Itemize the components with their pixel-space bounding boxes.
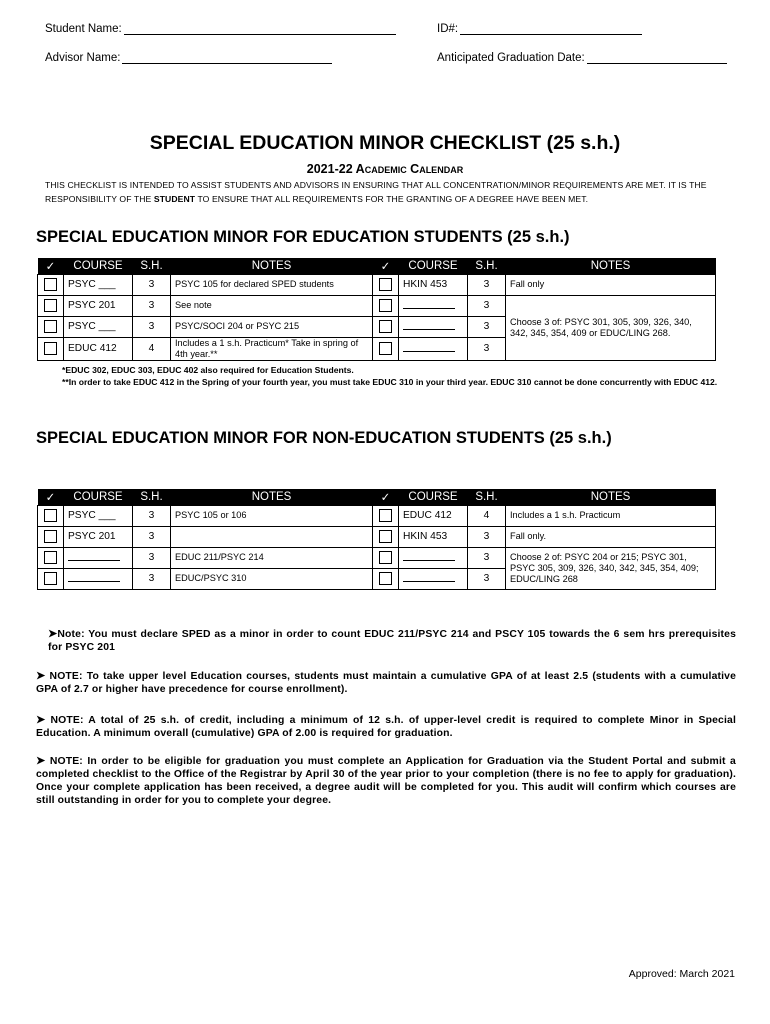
notes-column-header: NOTES [171, 489, 373, 505]
table-row [38, 547, 716, 568]
course-checkbox[interactable] [44, 530, 57, 543]
course-checkbox[interactable] [379, 278, 392, 291]
course-checkbox[interactable] [379, 551, 392, 564]
intro-text: THIS CHECKLIST IS INTENDED TO ASSIST STUDENTS AND ADVISORS IN ENSURING THAT ALL CONCENTRATION/MINOR REQUIREMENTS ARE MET. IT IS THE RESPONSIBILITY OF THE STUDENT TO ENSURE THAT ALL REQUIREMENTS FOR THE GRANTING OF A DEGREE HAVE BEEN MET. [45, 180, 707, 204]
footnote-education-1: *EDUC 302, EDUC 303, EDUC 402 also required for Education Students. [62, 365, 354, 375]
course-blank-cell[interactable] [399, 547, 468, 568]
sh-cell: 3 [468, 547, 506, 568]
course-checkbox[interactable] [379, 299, 392, 312]
course-blank-cell[interactable] [64, 568, 133, 589]
course-checkbox[interactable] [44, 342, 57, 355]
note-gpa-requirement: ➤ NOTE: To take upper level Education courses, students must maintain a cumulative GPA of at least 2.5 (students with a cumulative GPA of 2.7 or higher have precedence for course enrollment). [36, 670, 736, 695]
advisor-name-label: Advisor Name: [45, 52, 121, 64]
sh-cell: 3 [133, 526, 171, 547]
course-cell: EDUC 412 [399, 505, 468, 526]
course-blank-cell[interactable] [399, 316, 468, 337]
graduation-date-label: Anticipated Graduation Date: [437, 52, 585, 64]
notes-cell: EDUC/PSYC 310 [171, 568, 373, 589]
notes-column-header: NOTES [506, 489, 716, 505]
page-subtitle: 2021-22 Academic Calendar [306, 162, 464, 176]
course-column-header: COURSE [399, 258, 468, 274]
student-name-field[interactable] [45, 23, 396, 35]
arrow-bullet-icon: ➤ [36, 755, 46, 767]
course-checkbox[interactable] [379, 530, 392, 543]
course-cell: EDUC 412 [64, 337, 133, 360]
course-cell: HKIN 453 [399, 526, 468, 547]
notes-cell: Fall only [506, 274, 716, 295]
course-column-header: COURSE [399, 489, 468, 505]
sh-cell: 3 [133, 505, 171, 526]
approved-date: Approved: March 2021 [628, 968, 735, 980]
course-checkbox[interactable] [44, 551, 57, 564]
sh-cell: 3 [468, 295, 506, 316]
course-checkbox[interactable] [44, 320, 57, 333]
education-students-table [37, 258, 716, 361]
sh-cell: 3 [468, 568, 506, 589]
notes-cell: Choose 2 of: PSYC 204 or 215; PSYC 301, PSYC 305, 309, 326, 340, 342, 345, 354, 409; EDUC/LING 268 [506, 547, 716, 589]
arrow-bullet-icon: ➤ [36, 714, 46, 726]
graduation-date-field[interactable] [437, 52, 727, 64]
course-cell: PSYC ___ [64, 274, 133, 295]
notes-cell: PSYC 105 or 106 [171, 505, 373, 526]
note-graduation-application: ➤ NOTE: In order to be eligible for graduation you must complete an Application for Graduation via the Student Portal and submit a completed checklist to the Office of the Registrar by April 30 of the year prior to your completion (there is no fee to apply for graduation). Once your complete application has been received, a degree audit will be completed for you. This audit will confirm which courses are still outstanding in order for you to complete your degree. [36, 755, 736, 806]
table-row [38, 274, 716, 295]
sh-column-header: S.H. [133, 258, 171, 274]
sh-cell: 3 [133, 295, 171, 316]
course-cell: PSYC ___ [64, 505, 133, 526]
notes-cell: PSYC 105 for declared SPED students [171, 274, 373, 295]
course-cell: PSYC 201 [64, 526, 133, 547]
non-education-students-table [37, 489, 716, 590]
sh-cell: 3 [468, 274, 506, 295]
notes-cell: Fall only. [506, 526, 716, 547]
sh-column-header: S.H. [468, 258, 506, 274]
course-checkbox[interactable] [44, 299, 57, 312]
sh-cell: 3 [133, 316, 171, 337]
notes-cell: EDUC 211/PSYC 214 [171, 547, 373, 568]
notes-cell [171, 526, 373, 547]
sh-column-header: S.H. [133, 489, 171, 505]
table-row [38, 526, 716, 547]
table-row [38, 295, 716, 316]
table-header-row [38, 489, 716, 505]
sh-cell: 4 [133, 337, 171, 360]
check-column-header: ✓ [38, 489, 64, 505]
student-name-label: Student Name: [45, 23, 122, 35]
course-blank-cell[interactable] [399, 295, 468, 316]
course-checkbox[interactable] [379, 320, 392, 333]
table-header-row [38, 258, 716, 274]
notes-column-header: NOTES [171, 258, 373, 274]
course-checkbox[interactable] [44, 509, 57, 522]
course-checkbox[interactable] [44, 278, 57, 291]
course-blank-cell[interactable] [399, 568, 468, 589]
sh-cell: 3 [133, 547, 171, 568]
course-cell: PSYC ___ [64, 316, 133, 337]
advisor-name-field[interactable] [45, 52, 332, 64]
sh-cell: 4 [468, 505, 506, 526]
id-label: ID#: [437, 23, 459, 35]
section-education-heading: SPECIAL EDUCATION MINOR FOR EDUCATION STUDENTS (25 s.h.) [36, 228, 570, 246]
notes-column-header: NOTES [506, 258, 716, 274]
notes-cell: Includes a 1 s.h. Practicum [506, 505, 716, 526]
note-declare-sped: ➤Note: You must declare SPED as a minor in order to count EDUC 211/PSYC 214 and PSCY 105 towards the 6 sem hrs prerequisites for PSYC 201 [48, 628, 736, 653]
course-cell: PSYC 201 [64, 295, 133, 316]
course-checkbox[interactable] [379, 572, 392, 585]
course-column-header: COURSE [64, 489, 133, 505]
course-blank-cell[interactable] [64, 547, 133, 568]
check-column-header: ✓ [373, 258, 399, 274]
notes-cell: Choose 3 of: PSYC 301, 305, 309, 326, 340, 342, 345, 354, 409 or EDUC/LING 268. [506, 295, 716, 360]
course-cell: HKIN 453 [399, 274, 468, 295]
notes-cell: Includes a 1 s.h. Practicum* Take in spring of 4th year.** [171, 337, 373, 360]
course-checkbox[interactable] [379, 342, 392, 355]
course-checkbox[interactable] [379, 509, 392, 522]
footnote-education-2: **In order to take EDUC 412 in the Spring of your fourth year, you must take EDUC 310 in your third year. EDUC 310 cannot be done concurrently with EDUC 412. [62, 377, 718, 387]
notes-cell: See note [171, 295, 373, 316]
course-column-header: COURSE [64, 258, 133, 274]
page-title: SPECIAL EDUCATION MINOR CHECKLIST (25 s.h.) [149, 132, 621, 154]
check-column-header: ✓ [373, 489, 399, 505]
course-blank-cell[interactable] [399, 337, 468, 360]
id-field[interactable] [437, 23, 642, 35]
table-row [38, 505, 716, 526]
sh-cell: 3 [468, 316, 506, 337]
sh-column-header: S.H. [468, 489, 506, 505]
course-checkbox[interactable] [44, 572, 57, 585]
sh-cell: 3 [468, 337, 506, 360]
sh-cell: 3 [133, 274, 171, 295]
arrow-bullet-icon: ➤ [48, 628, 58, 640]
check-column-header: ✓ [38, 258, 64, 274]
arrow-bullet-icon: ➤ [36, 670, 46, 682]
section-non-education-heading: SPECIAL EDUCATION MINOR FOR NON-EDUCATION STUDENTS (25 s.h.) [36, 429, 612, 447]
sh-cell: 3 [133, 568, 171, 589]
sh-cell: 3 [468, 526, 506, 547]
notes-cell: PSYC/SOCI 204 or PSYC 215 [171, 316, 373, 337]
note-credit-total: ➤ NOTE: A total of 25 s.h. of credit, including a minimum of 12 s.h. of upper-level credit is required to complete Minor in Special Education. A minimum overall (cumulative) GPA of 2.00 is required for graduation. [36, 714, 736, 739]
